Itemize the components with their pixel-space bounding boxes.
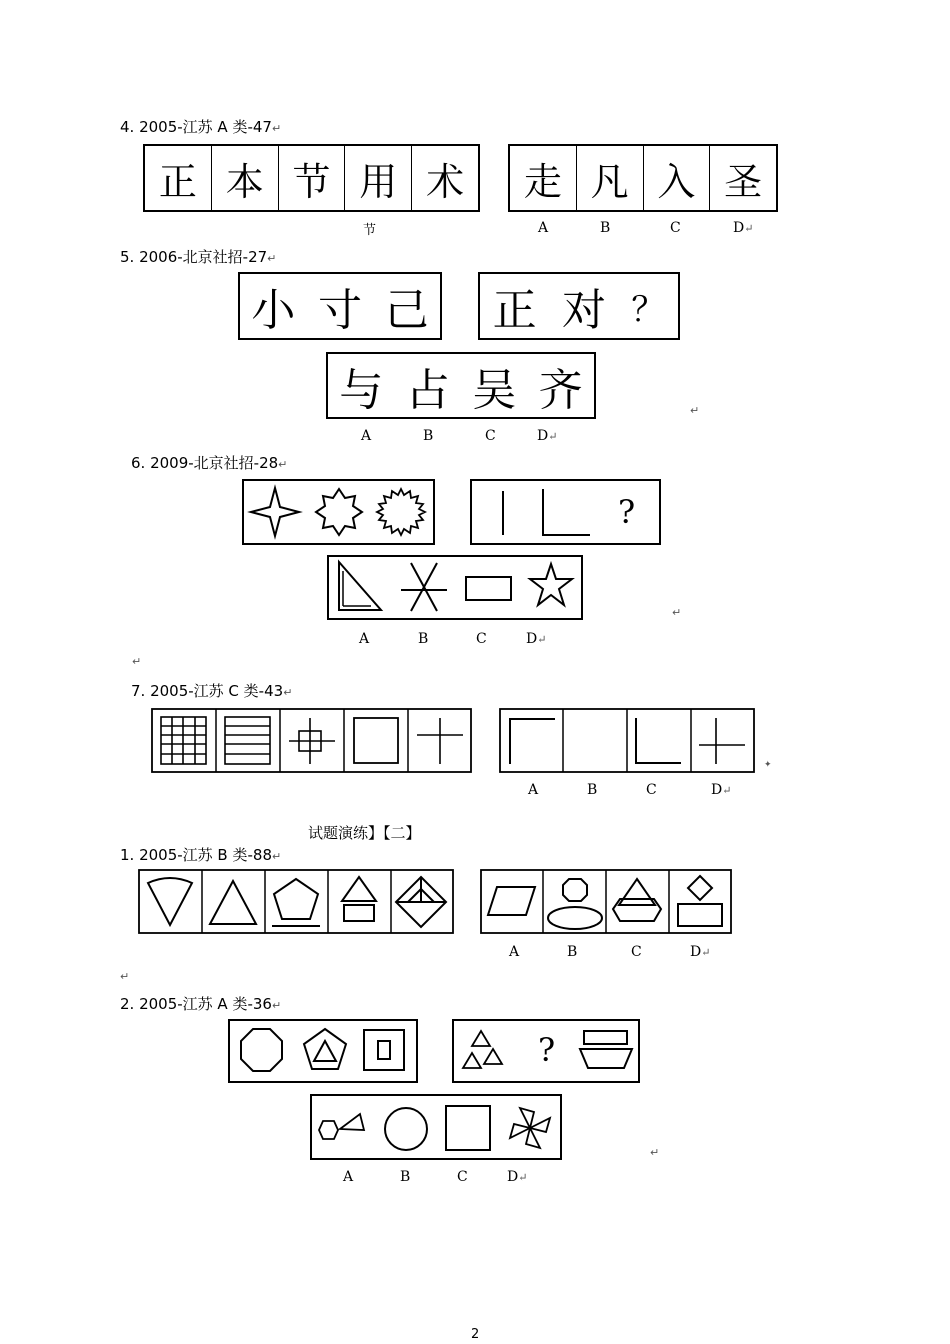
q5-option-c: 吴 (472, 364, 517, 416)
q4-question-row (143, 144, 480, 212)
p1-label-a: A (509, 944, 520, 960)
p2-label-a: A (343, 1169, 354, 1185)
l-shape-icon (543, 489, 590, 535)
sixteen-point-star-icon (377, 489, 425, 535)
p1-title: 1. 2005-江苏 B 类-88↵ (120, 846, 282, 864)
triangle-icon (210, 881, 256, 924)
q6-label-c: C (476, 631, 487, 647)
q4-char-2: 本 (212, 146, 279, 210)
eight-point-star-icon (316, 489, 362, 535)
square-icon (354, 718, 398, 763)
q7-option-figure (499, 708, 755, 773)
pinwheel-icon (510, 1108, 550, 1148)
q5-option-b: 占 (405, 364, 450, 416)
q6-label-a: A (359, 631, 370, 647)
q4-title: 4. 2005-江苏 A 类-47↵ (120, 118, 282, 136)
pentagon-triangle-icon (304, 1029, 346, 1069)
q5-para-mark: ↵ (690, 404, 700, 417)
q5-group-2 (478, 272, 680, 340)
p2-title: 2. 2005-江苏 A 类-36↵ (120, 995, 282, 1013)
q4-char-5: 术 (426, 159, 465, 204)
rectangle-icon (466, 577, 511, 600)
q5-label-d: D↵ (537, 428, 558, 444)
three-triangles-icon (463, 1031, 502, 1068)
p2-label-c: C (457, 1169, 468, 1185)
cross-lines-icon (417, 718, 463, 764)
horizontal-lines-icon (225, 717, 270, 764)
q5-option-a: 与 (339, 364, 384, 416)
q6-title: 6. 2009-北京社招-28↵ (131, 454, 288, 472)
section-heading: 试题演练】【二】 (308, 824, 421, 842)
q5-g2-char-1: 正 (492, 285, 537, 336)
q5-title: 5. 2006-北京社招-27↵ (120, 248, 277, 266)
q4-option-d: 圣 (724, 159, 763, 204)
p1-question-figure (138, 869, 454, 934)
p2-label-b: B (400, 1169, 411, 1185)
q4-label-c: C (670, 220, 681, 236)
q5-g1-char-1: 小 (251, 285, 296, 336)
fan-sector-icon (148, 878, 192, 925)
octagon-icon (241, 1029, 282, 1071)
q7-option-row (499, 708, 755, 773)
pentagon-icon (274, 879, 318, 919)
right-triangle-icon (339, 562, 381, 610)
p2-options-figure (312, 1096, 560, 1158)
p1-label-d: D↵ (690, 944, 711, 960)
q5-label-a: A (361, 428, 372, 444)
p1-question-row (138, 869, 454, 934)
circle-icon (385, 1108, 427, 1150)
q4-label-b: B (600, 220, 611, 236)
diamond-triangles-icon (396, 877, 446, 927)
q5-label-b: B (423, 428, 434, 444)
corner-top-left-icon (510, 719, 555, 764)
blank-para-mark-2: ↵ (120, 970, 130, 983)
cross-icon (699, 718, 745, 764)
q6-question-mark: ? (618, 493, 636, 531)
ellipse-icon (548, 907, 602, 929)
hexagon-triangle-icon (319, 1114, 364, 1139)
p2-para-mark: ↵ (650, 1146, 660, 1159)
page-number: 2 (471, 1327, 480, 1342)
rectangle-hexagon-icon (580, 1031, 632, 1068)
q7-label-a: A (528, 782, 539, 798)
q4-sub-label: 节 (363, 223, 377, 238)
q4-char-3: 节 (279, 146, 346, 210)
q7-label-b: B (587, 782, 598, 798)
q4-char-1: 正 (145, 146, 212, 210)
parallelogram-icon (488, 887, 535, 915)
p2-options (310, 1094, 562, 1160)
q5-g1-char-3: 己 (384, 285, 429, 336)
q7-title: 7. 2005-江苏 C 类-43↵ (131, 682, 293, 700)
q6-label-d: D↵ (526, 631, 547, 647)
triangle-over-rectangle-icon (342, 877, 376, 901)
q7-question-figure (151, 708, 472, 773)
q4-label-a: A (538, 220, 549, 236)
q4-option-c: 入 (644, 146, 711, 210)
square-cross-icon (289, 718, 335, 764)
large-square-icon (446, 1106, 490, 1150)
four-point-star-icon (251, 488, 299, 536)
p1-label-c: C (631, 944, 642, 960)
q4-option-row (508, 144, 778, 212)
q6-para-mark: ↵ (672, 606, 682, 619)
p1-label-b: B (567, 944, 578, 960)
p2-label-d: D↵ (507, 1169, 528, 1185)
q7-label-d: D↵ (711, 782, 732, 798)
octagon-icon (563, 879, 587, 901)
grid-icon (161, 717, 206, 764)
q6-options-figure (329, 557, 581, 618)
q5-g1-char-2: 寸 (317, 285, 362, 336)
q6-stars-figure (244, 481, 433, 543)
q7-trailing-mark: ✦ (764, 760, 772, 770)
q4-char-4: 用 (345, 146, 412, 210)
q5-g2-char-2: 对 (561, 285, 606, 336)
five-point-star-icon (530, 564, 572, 605)
q6-options (327, 555, 583, 620)
p2-group1-figure (230, 1021, 416, 1081)
q5-label-c: C (485, 428, 496, 444)
corner-bottom-left-icon (636, 718, 681, 763)
q6-figure-group-2 (470, 479, 661, 545)
q6-figure-group-1 (242, 479, 435, 545)
p2-figure-group-2 (452, 1019, 640, 1083)
q4-label-d: D↵ (733, 220, 754, 236)
q5-option-d: 齐 (538, 364, 583, 416)
q6-label-b: B (418, 631, 429, 647)
nested-squares-icon (364, 1030, 404, 1070)
q5-g2-char-3: ？ (631, 289, 666, 330)
q5-group-1 (238, 272, 442, 340)
q7-label-c: C (646, 782, 657, 798)
q7-question-row (151, 708, 472, 773)
p1-option-row (480, 869, 732, 934)
p2-question-mark: ? (538, 1031, 556, 1069)
q4-option-b: 凡 (577, 146, 644, 210)
blank-para-mark-1: ↵ (132, 655, 142, 668)
p2-figure-group-1 (228, 1019, 418, 1083)
triangle-hexagon-icon (613, 879, 661, 921)
q5-options (326, 352, 596, 419)
diamond-rectangle-icon (678, 876, 722, 926)
q4-option-a: 走 (510, 146, 577, 210)
p1-option-figure (480, 869, 732, 934)
